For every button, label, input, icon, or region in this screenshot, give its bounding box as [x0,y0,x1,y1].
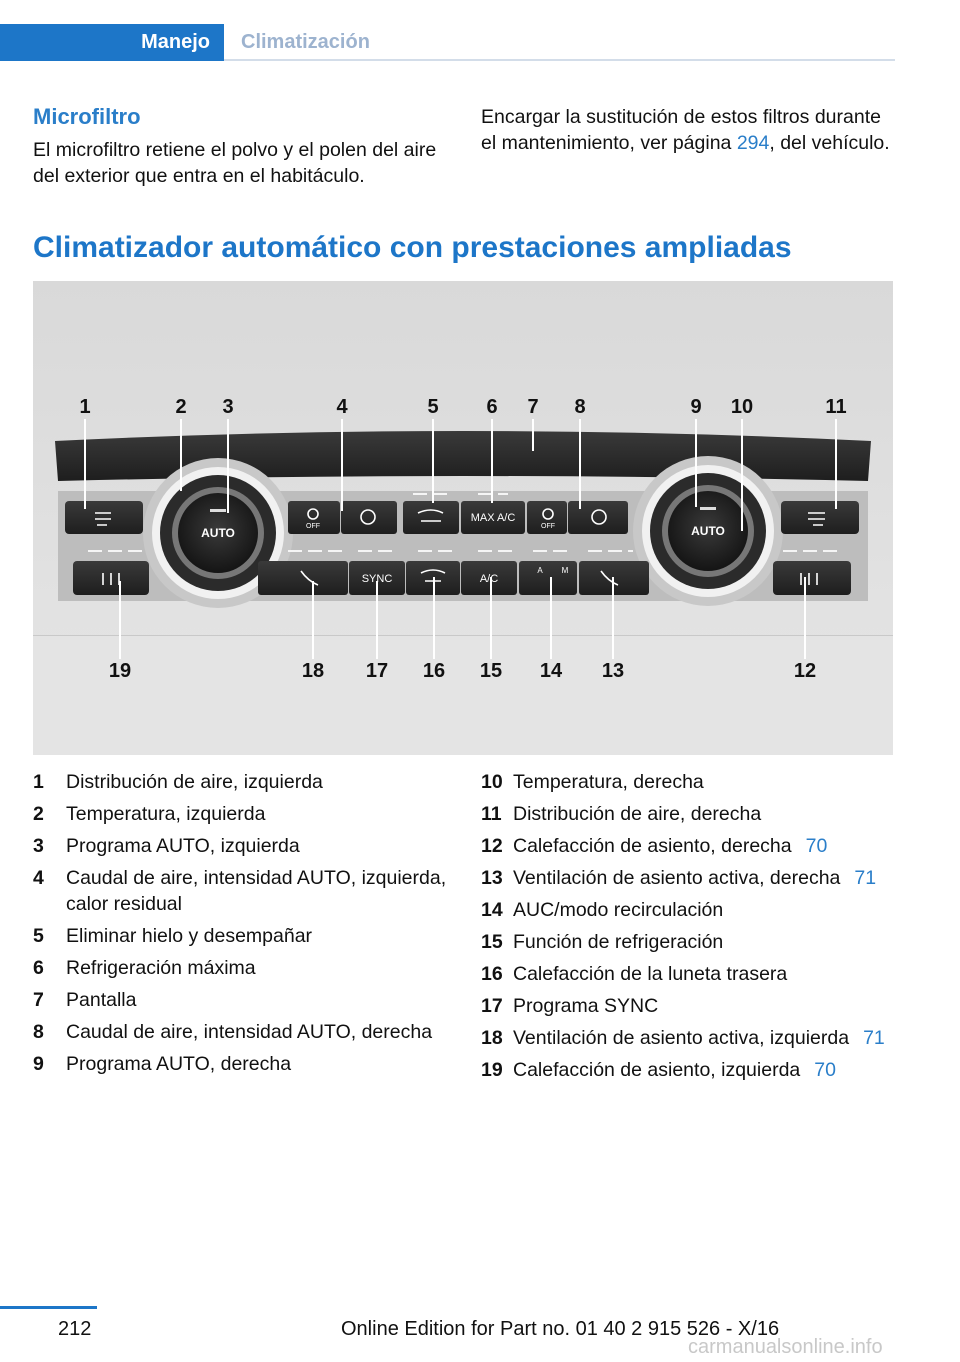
callout-18: 18 [301,660,325,682]
replace-text-before: Encargar la sustitución de estos filtros durante el mantenimiento, ver página [481,106,881,154]
legend-item [33,984,453,1016]
legend-num: 18 [481,1027,503,1049]
watermark: carmanualsonline.info [688,1336,883,1358]
microfiltro-text: El microfiltro retiene el polvo y el polen del aire del exterior que entra en el habitáculo. [33,139,437,187]
section-title: Climatizador automático con prestaciones ampliadas [33,231,792,264]
callout-14: 14 [539,660,563,682]
callout-11: 11 [825,396,847,418]
legend-num: 11 [481,803,502,825]
header-chapter-tab[interactable]: Climatización [241,31,370,53]
callout-15: 15 [479,660,503,682]
microfiltro-heading: Microfiltro [33,104,141,129]
callout-9: 9 [690,396,702,418]
legend-num: 14 [481,899,503,921]
legend-num: 16 [481,963,503,985]
legend-text: Caudal de aire, intensidad AUTO, derecha [66,1021,433,1043]
legend-text: Función de refrigeración [513,931,724,953]
off-right-label: OFF [541,523,555,530]
legend-item [33,920,453,952]
page-number: 212 [58,1318,92,1340]
legend-item [481,990,901,1022]
page-link-294[interactable]: 294 [736,132,770,154]
legend-num: 8 [33,1021,44,1043]
legend-left [33,766,453,1080]
legend-num: 7 [33,989,44,1011]
legend-item [33,798,453,830]
legend-item [481,1054,901,1086]
climate-panel-illustration [33,281,893,755]
legend-num: 12 [481,835,503,857]
legend-right [481,766,901,1086]
callout-16: 16 [422,660,446,682]
off-left-label: OFF [306,523,320,530]
legend-item [481,1022,901,1054]
legend-text: Pantalla [66,989,137,1011]
legend-text: Temperatura, izquierda [66,803,266,825]
am-m-label: M [561,566,569,575]
page-ref-link[interactable]: 71 [854,867,877,889]
page-ref-link[interactable]: 71 [863,1027,885,1049]
callout-5: 5 [427,396,439,418]
legend-num: 9 [33,1053,44,1075]
legend-item [33,952,453,984]
callout-17: 17 [365,660,389,682]
legend-num: 17 [481,995,503,1017]
ac-label: A/C [479,573,499,585]
header-section-tab[interactable]: Manejo [0,24,224,61]
legend-num: 3 [33,835,44,857]
callout-13: 13 [601,660,625,682]
legend-text: Caudal de aire, intensidad AUTO, izquierda, calor residual [66,867,447,915]
legend-item [33,1048,453,1080]
callout-2: 2 [175,396,187,418]
legend-item [481,894,901,926]
legend-text: Calefacción de asiento, derecha [513,835,792,857]
callout-4: 4 [336,396,348,418]
legend-num: 4 [33,867,44,889]
legend-item [33,862,453,920]
legend-num: 13 [481,867,503,889]
legend-num: 15 [481,931,503,953]
callout-6: 6 [486,396,498,418]
legend-item [33,830,453,862]
legend-text: Temperatura, derecha [513,771,704,793]
climate-control-figure [33,281,893,755]
legend-num: 5 [33,925,44,947]
replace-text-after: , del vehículo. [769,132,890,154]
legend-num: 6 [33,957,44,979]
legend-num: 10 [481,771,503,793]
callout-3: 3 [222,396,234,418]
callout-12: 12 [793,660,817,682]
page-ref-link[interactable]: 70 [814,1059,836,1081]
legend-item [33,1016,453,1048]
page-number-rule [0,1306,97,1309]
callout-1: 1 [79,396,91,418]
sync-label: SYNC [361,573,393,585]
legend-item [481,958,901,990]
legend-text: Programa AUTO, izquierda [66,835,300,857]
callout-8: 8 [574,396,586,418]
legend-num: 2 [33,803,44,825]
legend-num: 1 [33,771,44,793]
legend-item [481,766,901,798]
replace-text [481,104,901,156]
legend-item [481,830,901,862]
legend-item [33,766,453,798]
am-a-label: A [537,566,543,575]
legend-text: Calefacción de la luneta trasera [513,963,788,985]
legend-text: AUC/modo recirculación [513,899,724,921]
legend-text: Eliminar hielo y desempañar [66,925,313,947]
auto-right-label: AUTO [691,524,725,538]
edition-note: Online Edition for Part no. 01 40 2 915 526 - X/16 [341,1318,780,1340]
legend-text: Ventilación de asiento activa, derecha [513,867,841,889]
auto-left-label: AUTO [201,526,235,540]
max-ac-label: MAX A/C [470,512,516,524]
legend-text: Programa AUTO, derecha [66,1053,292,1075]
callout-19: 19 [108,660,132,682]
legend-text: Distribución de aire, derecha [513,803,762,825]
callout-10: 10 [730,396,754,418]
legend-text: Distribución de aire, izquierda [66,771,323,793]
legend-text: Programa SYNC [513,995,659,1017]
legend-num: 19 [481,1059,503,1081]
legend-item [481,926,901,958]
legend-text: Calefacción de asiento, izquierda [513,1059,801,1081]
legend-text: Refrigeración máxima [66,957,256,979]
callout-7: 7 [527,396,539,418]
legend-item [481,798,901,830]
page-ref-link[interactable]: 70 [805,835,828,857]
legend-text: Ventilación de asiento activa, izquierda [513,1027,850,1049]
legend-item [481,862,901,894]
